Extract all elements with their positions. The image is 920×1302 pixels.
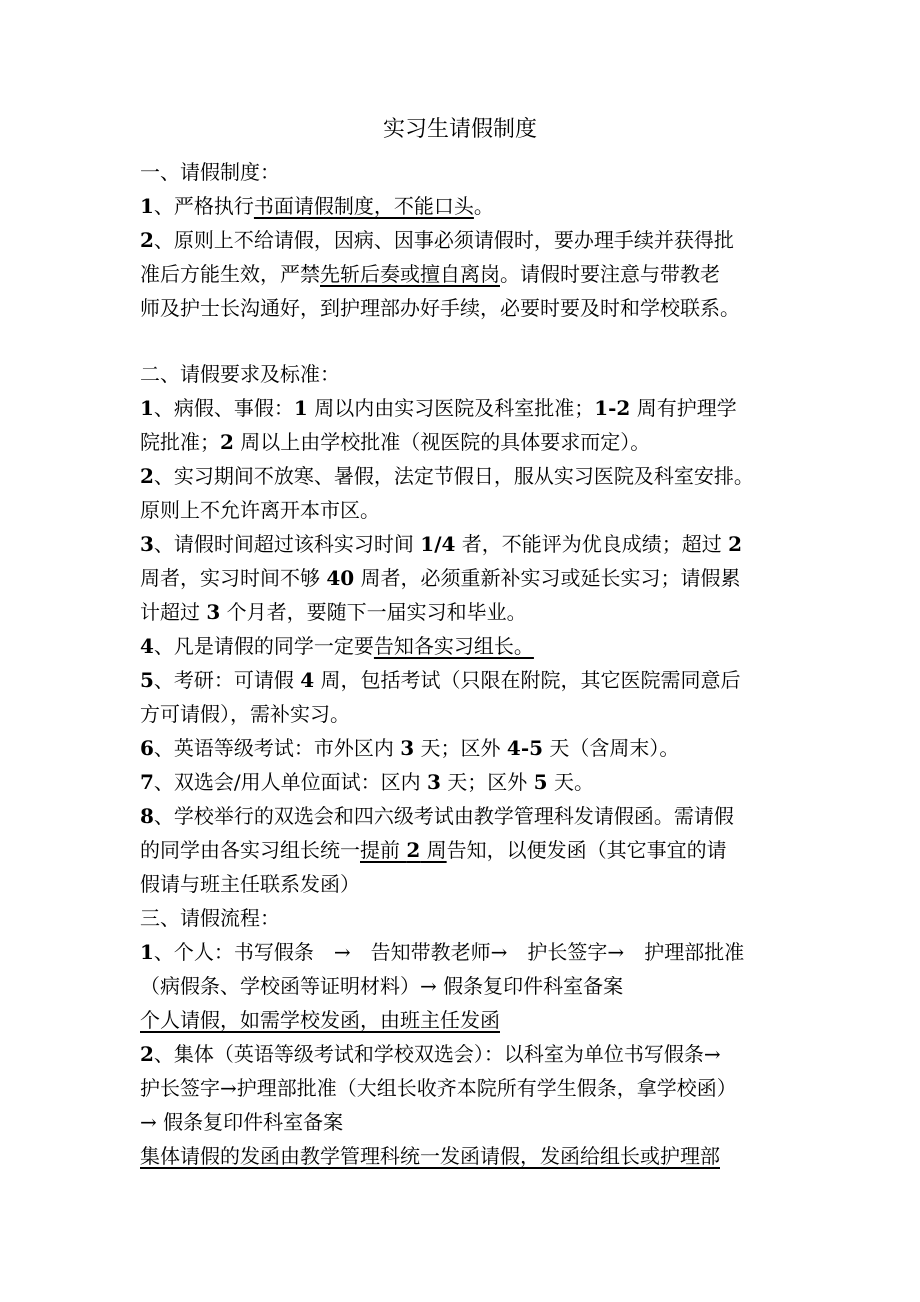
text-line [140, 189, 800, 223]
text-segment: 告知各实习组长。 [373, 634, 534, 658]
text-segment: 个人请假，如需学校发函，由班主任发函 [140, 1008, 500, 1032]
text-line [140, 663, 800, 697]
text-segment: 提前 [360, 838, 407, 862]
text-line [140, 799, 800, 833]
text-segment: 、原则上不给请假，因病、因事必须请假时，要办理手续并获得批 [153, 228, 734, 252]
text-line [140, 459, 800, 493]
text-segment: 周者，必须重新补实习或延长实习；请假累 [354, 566, 741, 590]
text-line [140, 969, 800, 1003]
text-segment: 1 [140, 194, 154, 218]
text-segment: 1-2 [594, 396, 631, 420]
text-line [140, 391, 800, 425]
text-segment: 、学校举行的双选会和四六级考试由教学管理科发请假函。需请假 [153, 804, 734, 828]
text-line [140, 527, 800, 561]
text-line [140, 1003, 800, 1037]
text-segment: 的同学由各实习组长统一 [140, 838, 360, 862]
text-segment: 天（含周末）。 [543, 736, 680, 760]
text-line [140, 493, 800, 527]
text-segment: 、英语等级考试：市外区内 [153, 736, 401, 760]
text-line [140, 1071, 800, 1105]
text-segment: 4 [300, 668, 315, 692]
text-line [140, 935, 800, 969]
document-title: 实习生请假制度 [382, 117, 537, 142]
text-segment: （病假条、学校函等证明材料）→ 假条复印件科室备案 [140, 974, 624, 998]
text-line [140, 833, 800, 867]
text-line [140, 867, 800, 901]
text-segment: 3 [140, 532, 154, 556]
text-segment: 护长签字→护理部批准（大组长收齐本院所有学生假条，拿学校函） [140, 1076, 737, 1100]
text-segment: 2 [140, 1042, 154, 1066]
text-segment: → 假条复印件科室备案 [140, 1110, 344, 1134]
text-segment: 天；区外 [440, 770, 534, 794]
text-segment: 原则上不允许离开本市区。 [140, 498, 380, 522]
text-line [140, 291, 800, 325]
text-segment: 3 [400, 736, 415, 760]
text-segment: 二、请假要求及标准： [140, 362, 340, 386]
text-segment: 个月者，要随下一届实习和毕业。 [220, 600, 527, 624]
text-segment: 、考研：可请假 [153, 668, 301, 692]
text-segment: 2 [220, 430, 234, 454]
text-line [140, 697, 800, 731]
text-line [140, 1105, 800, 1139]
text-segment: 1 [293, 396, 308, 420]
text-line [140, 223, 800, 257]
text-segment: 告知，以便发函（其它事宜的请 [446, 838, 727, 862]
text-segment: 准后方能生效，严禁 [140, 262, 320, 286]
text-segment: 天；区外 [414, 736, 507, 760]
text-segment: 1 [140, 940, 154, 964]
text-segment: 2 [406, 838, 421, 862]
text-segment: 、请假时间超过该科实习时间 [153, 532, 421, 556]
text-segment: 师及护士长沟通好，到护理部办好手续，必要时要及时和学校联系。 [140, 296, 740, 320]
text-line [140, 425, 800, 459]
text-segment: 2 [728, 532, 743, 556]
text-line [140, 629, 800, 663]
text-line [140, 155, 800, 189]
text-segment: 5 [140, 668, 154, 692]
text-segment: 6 [140, 736, 154, 760]
text-segment: 。 [473, 194, 494, 218]
text-segment: 1 [140, 396, 154, 420]
text-segment: 。请假时要注意与带教老 [500, 262, 720, 286]
text-segment: 、实习期间不放寒、暑假，法定节假日，服从实习医院及科室安排。 [153, 464, 754, 488]
text-line [140, 765, 800, 799]
text-segment: 、个人：书写假条 → 告知带教老师→ 护长签字→ 护理部批准 [153, 940, 745, 964]
text-segment: 4-5 [506, 736, 544, 760]
text-segment: 3 [206, 600, 221, 624]
text-segment: 计超过 [140, 600, 207, 624]
text-segment: 5 [533, 770, 548, 794]
text-segment: 假请与班主任联系发函） [140, 872, 360, 896]
text-segment: 40 [326, 566, 355, 590]
text-segment: 、集体（英语等级考试和学校双选会）：以科室为单位书写假条→ [153, 1042, 721, 1066]
text-segment: 一、请假制度： [140, 160, 280, 184]
text-line [140, 595, 800, 629]
text-segment: 、严格执行 [153, 194, 254, 218]
text-segment: 周 [420, 838, 447, 862]
text-segment: 2 [140, 228, 154, 252]
text-segment: 书面请假制度，不能口头 [253, 194, 474, 218]
text-line [140, 357, 800, 391]
text-segment: 方可请假），需补实习。 [140, 702, 350, 726]
text-segment: 周有护理学 [630, 396, 737, 420]
text-segment: 周者，实习时间不够 [140, 566, 327, 590]
text-segment: 1/4 [420, 532, 456, 556]
text-segment: 者，不能评为优良成绩；超过 [455, 532, 729, 556]
text-segment: 集体请假的发函由教学管理科统一发函请假，发函给组长或护理部 [140, 1144, 720, 1168]
text-segment: 8 [140, 804, 154, 828]
text-line [140, 561, 800, 595]
text-segment: 4 [140, 634, 154, 658]
text-line [140, 257, 800, 291]
text-line [140, 1037, 800, 1071]
text-segment: 周，包括考试（只限在附院，其它医院需同意后 [314, 668, 741, 692]
text-segment: 3 [427, 770, 441, 794]
text-segment: 院批准； [140, 430, 220, 454]
text-segment: 周以上由学校批准（视医院的具体要求而定）。 [233, 430, 651, 454]
text-segment: 、病假、事假： [153, 396, 294, 420]
text-segment: 7 [140, 770, 154, 794]
text-line [140, 731, 800, 765]
text-segment: 先斩后奏或擅自离岗 [320, 262, 500, 286]
text-segment: 2 [140, 464, 154, 488]
text-segment: 、凡是请假的同学一定要 [153, 634, 374, 658]
text-segment: 天。 [547, 770, 594, 794]
text-segment: 、双选会/用人单位面试：区内 [153, 770, 428, 794]
text-segment: 三、请假流程： [140, 906, 280, 930]
text-line [140, 901, 800, 935]
text-line [140, 1139, 800, 1173]
text-segment: 周以内由实习医院及科室批准； [307, 396, 595, 420]
